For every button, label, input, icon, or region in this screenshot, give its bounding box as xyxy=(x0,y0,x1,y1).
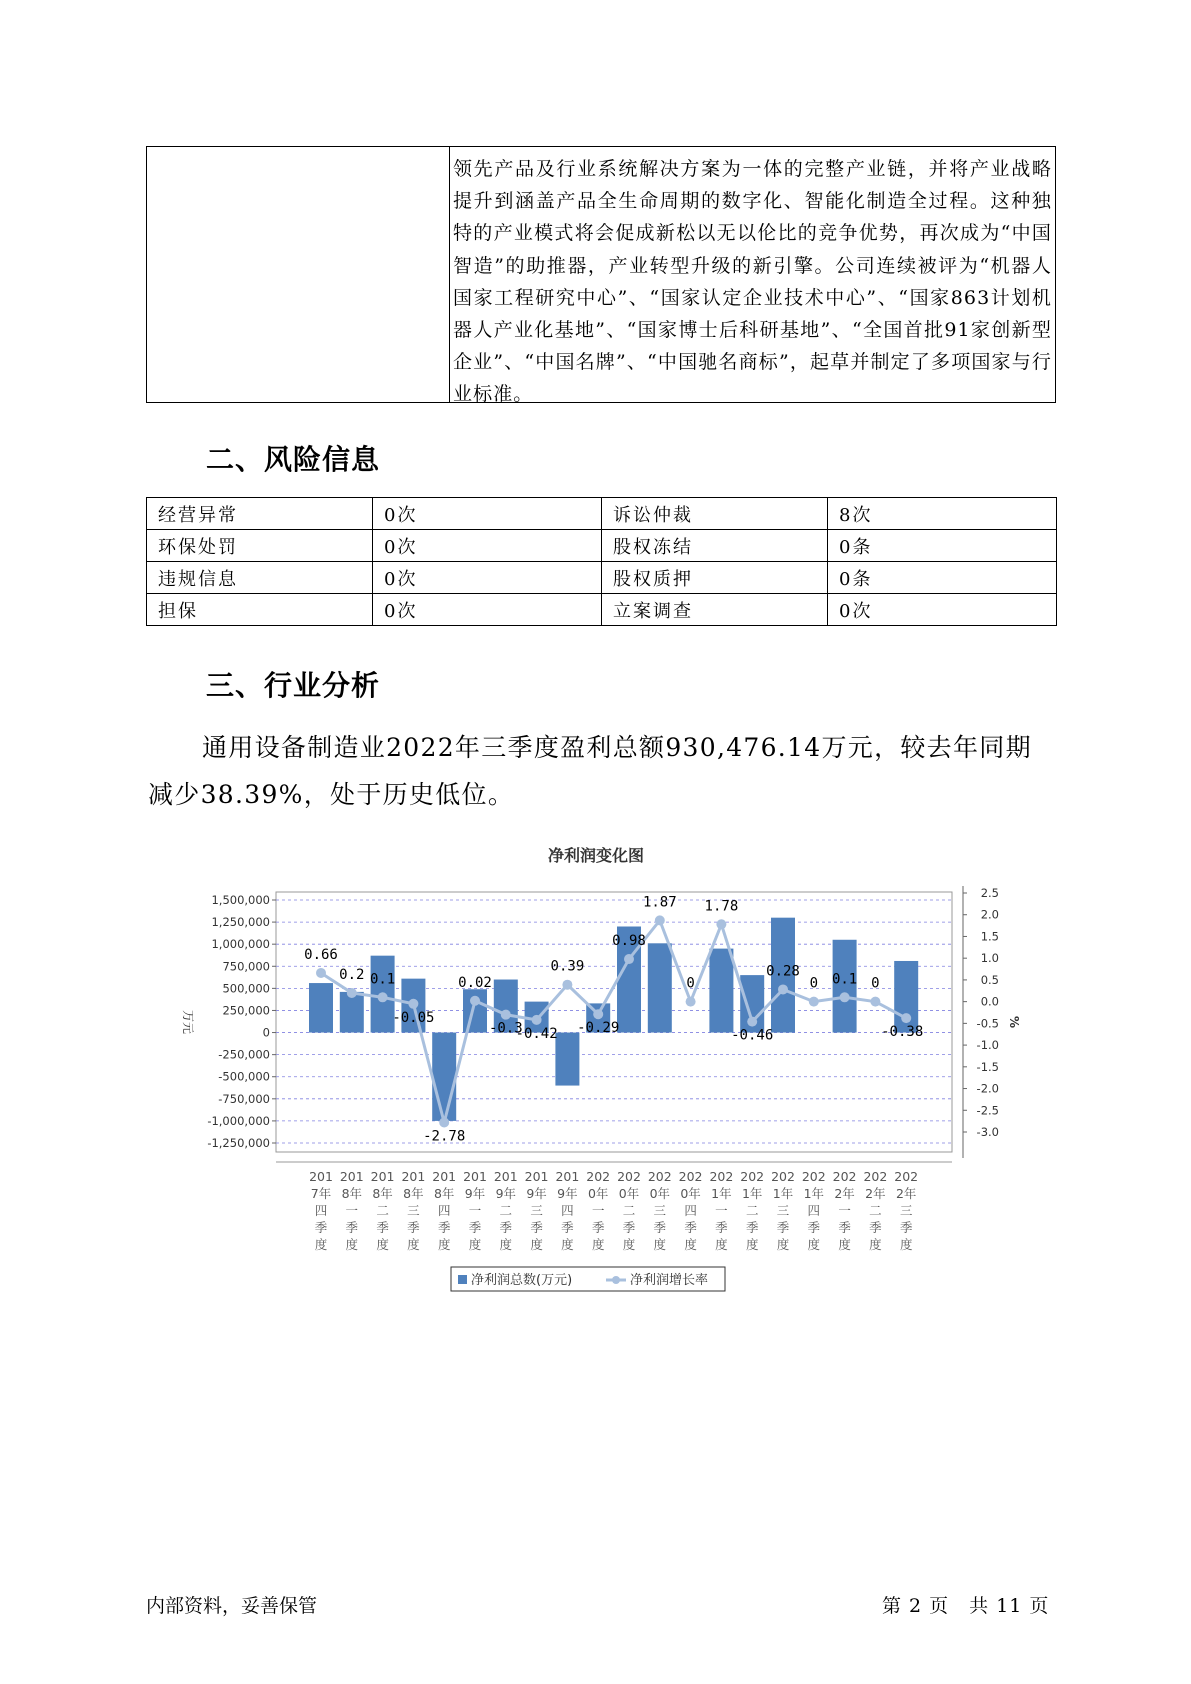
x-tick-label: 三 xyxy=(776,1203,790,1218)
x-tick-label: 8年 xyxy=(403,1186,424,1201)
x-tick-label: 201 xyxy=(309,1169,333,1184)
growth-point xyxy=(778,984,788,994)
y2-tick-label: -0.5 xyxy=(976,1016,999,1031)
x-tick-label: 一 xyxy=(838,1203,851,1218)
risk-item-count: 0次 xyxy=(373,530,602,562)
x-tick-label: 2年 xyxy=(895,1186,917,1201)
risk-item-count: 0次 xyxy=(373,594,602,626)
growth-point xyxy=(347,988,357,998)
risk-item-count: 0次 xyxy=(373,498,602,530)
x-tick-label: 季 xyxy=(838,1220,851,1235)
x-tick-label: 201 xyxy=(555,1169,580,1184)
x-tick-label: 季 xyxy=(499,1220,513,1235)
legend-line-marker xyxy=(612,1276,620,1284)
footer-confidential: 内部资料，妥善保管 xyxy=(146,1595,318,1617)
intro-description: 领先产品及行业系统解决方案为一体的完整产业链，并将产业战略提升到涵盖产品全生命周期的数字化、智能化制造全过程。这种独特的产业模式将会促成新松以无以伦比的竞争优势，再次成为“中国智造”的助推器，产业转型升级的新引擎。公司连续被评为“机器人国家工程研究中心”、“国家认定企业技术中心”、“国家863计划机器人产业化基地”、“国家博士后科研基地”、“全国首批91家创新型企业”、“中国名牌”、“中国驰名商标”，起草并制定了多项国家与行业标准。 xyxy=(453,158,1052,406)
growth-data-label: 0.98 xyxy=(612,933,646,950)
growth-point xyxy=(501,1010,511,1020)
x-tick-label: 201 xyxy=(463,1169,487,1184)
y-tick-label: 0 xyxy=(262,1025,270,1040)
x-tick-label: 201 xyxy=(432,1169,457,1184)
y2-tick-label: -2.5 xyxy=(976,1103,999,1118)
x-tick-label: 202 xyxy=(678,1169,703,1184)
x-tick-label: 度 xyxy=(407,1237,420,1252)
growth-data-label: 0.39 xyxy=(550,958,585,975)
growth-point xyxy=(686,997,696,1007)
risk-item-label: 违规信息 xyxy=(147,562,373,594)
growth-data-label: -0.46 xyxy=(731,1027,774,1044)
net-profit-chart xyxy=(176,840,1036,1300)
growth-data-label: -0.42 xyxy=(515,1025,558,1042)
x-tick-label: 四 xyxy=(684,1203,697,1218)
growth-data-label: 0 xyxy=(871,975,880,992)
x-tick-label: 9年 xyxy=(464,1186,486,1201)
y-tick-label: 1,500,000 xyxy=(211,893,270,907)
growth-data-label: 0.02 xyxy=(458,974,492,991)
bar xyxy=(709,949,733,1033)
growth-point xyxy=(840,992,850,1002)
x-tick-label: 一 xyxy=(468,1203,482,1218)
y-tick-label: 500,000 xyxy=(222,981,270,996)
x-tick-label: 202 xyxy=(801,1169,826,1184)
x-tick-label: 四 xyxy=(807,1203,821,1218)
growth-point xyxy=(316,968,326,978)
y-tick-label: -250,000 xyxy=(218,1047,270,1062)
y2-axis-label: % xyxy=(1007,1015,1021,1029)
risk-item-label: 环保处罚 xyxy=(147,530,373,562)
x-tick-label: 四 xyxy=(437,1203,451,1218)
x-tick-label: 202 xyxy=(894,1169,919,1184)
x-tick-label: 三 xyxy=(530,1203,543,1218)
x-tick-label: 季 xyxy=(407,1220,420,1235)
x-tick-label: 度 xyxy=(591,1237,605,1252)
risk-table xyxy=(146,497,1057,626)
x-tick-label: 0年 xyxy=(649,1186,671,1201)
growth-data-label: -0.3 xyxy=(488,1020,523,1037)
x-tick-label: 度 xyxy=(345,1237,359,1252)
y2-tick-label: 2.0 xyxy=(980,907,999,922)
growth-point xyxy=(870,997,880,1007)
risk-heading: 二、风险信息 xyxy=(206,443,381,476)
x-tick-label: 度 xyxy=(776,1237,790,1252)
growth-point xyxy=(624,954,634,964)
x-tick-label: 202 xyxy=(771,1169,795,1184)
x-tick-label: 度 xyxy=(622,1237,636,1252)
growth-data-label: 0.28 xyxy=(766,963,800,980)
risk-item-count: 8次 xyxy=(828,498,1057,530)
x-tick-label: 度 xyxy=(745,1237,759,1252)
y2-tick-label: 1.5 xyxy=(980,929,999,944)
x-tick-label: 度 xyxy=(314,1237,328,1252)
bar xyxy=(555,1033,579,1086)
y2-tick-label: 0.5 xyxy=(980,972,999,987)
x-tick-label: 201 xyxy=(339,1169,364,1184)
growth-data-label: 1.87 xyxy=(642,894,677,911)
y-tick-label: -750,000 xyxy=(218,1091,270,1106)
growth-data-label: -0.05 xyxy=(392,1009,435,1026)
y2-tick-label: 1.0 xyxy=(980,951,999,966)
x-tick-label: 202 xyxy=(617,1169,641,1184)
risk-item-count: 0条 xyxy=(828,530,1057,562)
growth-data-label: -2.78 xyxy=(423,1128,466,1145)
x-tick-label: 度 xyxy=(437,1237,451,1252)
y2-tick-label: -1.5 xyxy=(976,1059,999,1074)
x-tick-label: 二 xyxy=(376,1203,389,1218)
x-tick-label: 202 xyxy=(863,1169,888,1184)
risk-row xyxy=(147,498,1057,530)
x-tick-label: 度 xyxy=(869,1237,882,1252)
x-tick-label: 季 xyxy=(745,1220,759,1235)
growth-point xyxy=(655,915,665,925)
chart-svg xyxy=(176,840,1036,1300)
x-tick-label: 季 xyxy=(776,1220,790,1235)
x-tick-label: 季 xyxy=(899,1220,913,1235)
x-tick-label: 201 xyxy=(524,1169,549,1184)
risk-item-label: 经营异常 xyxy=(147,498,373,530)
x-tick-label: 1年 xyxy=(741,1186,763,1201)
intro-table xyxy=(146,146,1056,406)
industry-paragraph: 通用设备制造业2022年三季度盈利总额930,476.14万元，较去年同期减少38.39%，处于历史低位。 xyxy=(148,733,1032,809)
growth-data-label: 0.1 xyxy=(831,971,858,988)
x-tick-label: 202 xyxy=(647,1169,672,1184)
growth-data-label: -0.38 xyxy=(881,1024,924,1041)
growth-point xyxy=(439,1117,449,1127)
y2-tick-label: -2.0 xyxy=(976,1081,999,1096)
growth-data-label: 1.78 xyxy=(704,898,739,915)
x-tick-label: 三 xyxy=(407,1203,420,1218)
risk-row xyxy=(147,562,1057,594)
x-tick-label: 季 xyxy=(437,1220,451,1235)
x-tick-label: 2年 xyxy=(865,1186,886,1201)
x-tick-label: 度 xyxy=(684,1237,697,1252)
y-tick-label: 750,000 xyxy=(222,959,270,974)
x-tick-label: 度 xyxy=(499,1237,513,1252)
risk-item-label: 股权冻结 xyxy=(602,530,828,562)
y2-tick-label: -3.0 xyxy=(976,1125,999,1139)
x-tick-label: 季 xyxy=(715,1220,728,1235)
x-tick-label: 度 xyxy=(899,1237,913,1252)
x-tick-label: 度 xyxy=(653,1237,667,1252)
x-tick-label: 7年 xyxy=(310,1186,332,1201)
x-tick-label: 8年 xyxy=(341,1186,363,1201)
industry-heading: 三、行业分析 xyxy=(206,669,381,702)
growth-data-label: 0 xyxy=(686,975,695,992)
x-tick-label: 201 xyxy=(401,1169,426,1184)
bar xyxy=(309,983,333,1032)
y-tick-label: 250,000 xyxy=(222,1003,270,1018)
x-tick-label: 9年 xyxy=(557,1186,578,1201)
legend-bar-swatch xyxy=(458,1275,467,1284)
bar xyxy=(432,1033,456,1121)
y2-tick-label: 0.0 xyxy=(980,994,999,1009)
x-tick-label: 201 xyxy=(370,1169,395,1184)
y-tick-label: 1,000,000 xyxy=(211,937,270,952)
risk-item-label: 担保 xyxy=(147,594,373,626)
x-tick-label: 三 xyxy=(653,1203,667,1218)
x-tick-label: 二 xyxy=(499,1203,513,1218)
growth-data-label: -0.29 xyxy=(577,1020,620,1037)
x-tick-label: 季 xyxy=(869,1220,882,1235)
x-tick-label: 202 xyxy=(709,1169,734,1184)
x-tick-label: 8年 xyxy=(372,1186,393,1201)
risk-item-label: 诉讼仲裁 xyxy=(602,498,828,530)
growth-data-label: 0.1 xyxy=(369,971,396,988)
bar xyxy=(463,989,487,1032)
x-tick-label: 201 xyxy=(493,1169,518,1184)
x-tick-label: 度 xyxy=(561,1237,574,1252)
y-tick-label: -500,000 xyxy=(218,1069,270,1084)
growth-point xyxy=(378,992,388,1002)
bar xyxy=(648,943,672,1032)
x-tick-label: 季 xyxy=(314,1220,328,1235)
risk-item-label: 股权质押 xyxy=(602,562,828,594)
growth-point xyxy=(593,1009,603,1019)
risk-item-label: 立案调查 xyxy=(602,594,828,626)
x-tick-label: 三 xyxy=(899,1203,913,1218)
x-tick-label: 季 xyxy=(530,1220,543,1235)
x-tick-label: 202 xyxy=(586,1169,611,1184)
x-tick-label: 度 xyxy=(838,1237,851,1252)
x-tick-label: 9年 xyxy=(526,1186,547,1201)
x-tick-label: 1年 xyxy=(772,1186,794,1201)
intro-label-cell xyxy=(147,147,450,402)
chart-title: 净利润变化图 xyxy=(547,846,645,865)
risk-row xyxy=(147,594,1057,626)
x-tick-label: 四 xyxy=(561,1203,574,1218)
x-tick-label: 季 xyxy=(468,1220,482,1235)
legend-bar-label: 净利润总数(万元) xyxy=(471,1273,573,1288)
growth-point xyxy=(901,1013,911,1023)
risk-item-count: 0次 xyxy=(828,594,1057,626)
growth-point xyxy=(470,996,480,1006)
growth-point xyxy=(747,1017,757,1027)
x-tick-label: 1年 xyxy=(803,1186,825,1201)
y-tick-label: -1,000,000 xyxy=(207,1113,270,1128)
x-tick-label: 9年 xyxy=(495,1186,517,1201)
x-tick-label: 季 xyxy=(653,1220,667,1235)
y2-tick-label: -1.0 xyxy=(976,1038,999,1053)
y-tick-label: 1,250,000 xyxy=(211,915,270,930)
x-tick-label: 季 xyxy=(376,1220,389,1235)
x-tick-label: 202 xyxy=(740,1169,765,1184)
x-tick-label: 度 xyxy=(468,1237,482,1252)
risk-item-count: 0次 xyxy=(373,562,602,594)
x-tick-label: 度 xyxy=(807,1237,821,1252)
x-tick-label: 度 xyxy=(715,1237,728,1252)
footer-page-number: 第 2 页 共 11 页 xyxy=(882,1595,1050,1617)
growth-data-label: 0.66 xyxy=(304,946,338,963)
risk-row xyxy=(147,530,1057,562)
x-tick-label: 度 xyxy=(530,1237,543,1252)
x-tick-label: 0年 xyxy=(680,1186,701,1201)
x-tick-label: 2年 xyxy=(834,1186,855,1201)
growth-point xyxy=(562,980,572,990)
risk-item-count: 0条 xyxy=(828,562,1057,594)
x-tick-label: 一 xyxy=(591,1203,605,1218)
x-tick-label: 二 xyxy=(745,1203,759,1218)
x-tick-label: 四 xyxy=(314,1203,328,1218)
x-tick-label: 0年 xyxy=(587,1186,609,1201)
growth-point xyxy=(532,1015,542,1025)
x-tick-label: 一 xyxy=(345,1203,359,1218)
bar xyxy=(340,992,364,1033)
x-tick-label: 二 xyxy=(622,1203,636,1218)
growth-point xyxy=(408,999,418,1009)
x-tick-label: 度 xyxy=(376,1237,389,1252)
x-tick-label: 二 xyxy=(869,1203,882,1218)
x-tick-label: 一 xyxy=(715,1203,728,1218)
x-tick-label: 季 xyxy=(561,1220,574,1235)
x-tick-label: 0年 xyxy=(618,1186,640,1201)
x-tick-label: 8年 xyxy=(433,1186,455,1201)
growth-point xyxy=(809,997,819,1007)
x-tick-label: 季 xyxy=(684,1220,697,1235)
growth-point xyxy=(716,919,726,929)
y-tick-label: -1,250,000 xyxy=(207,1136,270,1150)
x-tick-label: 202 xyxy=(832,1169,857,1184)
growth-data-label: 0.2 xyxy=(339,966,365,983)
x-tick-label: 1年 xyxy=(711,1186,732,1201)
x-tick-label: 季 xyxy=(807,1220,821,1235)
x-tick-label: 季 xyxy=(591,1220,605,1235)
growth-data-label: 0 xyxy=(809,975,819,992)
y2-tick-label: 2.5 xyxy=(980,886,999,900)
x-tick-label: 季 xyxy=(622,1220,636,1235)
x-tick-label: 季 xyxy=(345,1220,359,1235)
y-axis-label: 万元 xyxy=(181,1009,195,1035)
legend-line-label: 净利润增长率 xyxy=(630,1273,709,1288)
